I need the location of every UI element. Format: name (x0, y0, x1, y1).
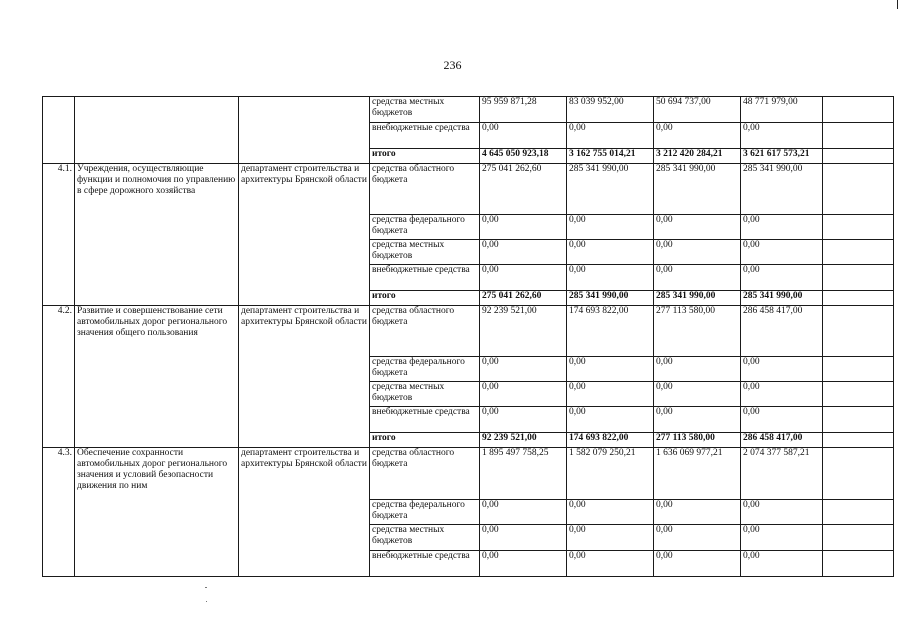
amount-year-1: 4 645 050 923,18 (480, 149, 567, 164)
amount-year-1: 92 239 521,00 (480, 306, 567, 357)
amount-year-3: 277 113 580,00 (654, 306, 741, 357)
item-number: 4.3. (43, 448, 75, 577)
funding-source: внебюджетные средства (370, 123, 480, 149)
scan-speck (206, 601, 207, 602)
amount-year-2: 0,00 (567, 123, 654, 149)
empty-cell (823, 382, 894, 407)
page-number: 236 (443, 58, 462, 72)
empty-cell (823, 306, 894, 357)
funding-source: средства местных бюджетов (370, 382, 480, 407)
amount-year-4: 286 458 417,00 (741, 433, 823, 448)
amount-year-1: 0,00 (480, 500, 567, 525)
empty-cell (823, 407, 894, 433)
amount-year-4: 0,00 (741, 500, 823, 525)
amount-year-4: 0,00 (741, 357, 823, 382)
amount-year-2: 174 693 822,00 (567, 306, 654, 357)
amount-year-4: 3 621 617 573,21 (741, 149, 823, 164)
amount-year-2: 3 162 755 014,21 (567, 149, 654, 164)
measure-name: Развитие и совершенствование сети автомобильных дорог регионального значения общего пользования (75, 306, 239, 448)
amount-year-1: 95 959 871,28 (480, 97, 567, 123)
amount-year-3: 0,00 (654, 525, 741, 551)
funding-source: средства областного бюджета (370, 164, 480, 215)
funding-source: внебюджетные средства (370, 551, 480, 577)
funding-source: итого (370, 149, 480, 164)
amount-year-1: 275 041 262,60 (480, 164, 567, 215)
amount-year-3: 0,00 (654, 123, 741, 149)
measure-name: Учреждения, осуществляющие функции и полномочия по управлению в сфере дорожного хозяйства (75, 164, 239, 306)
amount-year-4: 0,00 (741, 551, 823, 577)
budget-table-body (43, 97, 894, 577)
item-number: 4.1. (43, 164, 75, 306)
funding-source: средства областного бюджета (370, 448, 480, 500)
amount-year-3: 285 341 990,00 (654, 291, 741, 306)
amount-year-4: 0,00 (741, 240, 823, 265)
scan-edge-mark (897, 0, 898, 9)
funding-source: средства федерального бюджета (370, 500, 480, 525)
amount-year-1: 0,00 (480, 265, 567, 291)
funding-source: средства федерального бюджета (370, 357, 480, 382)
empty-cell (823, 164, 894, 215)
amount-year-3: 50 694 737,00 (654, 97, 741, 123)
amount-year-4: 0,00 (741, 407, 823, 433)
amount-year-4: 0,00 (741, 265, 823, 291)
empty-cell (823, 291, 894, 306)
amount-year-3: 3 212 420 284,21 (654, 149, 741, 164)
empty-cell (823, 433, 894, 448)
item-number: 4.2. (43, 306, 75, 448)
amount-year-4: 0,00 (741, 215, 823, 240)
amount-year-3: 1 636 069 977,21 (654, 448, 741, 500)
amount-year-2: 285 341 990,00 (567, 291, 654, 306)
amount-year-1: 0,00 (480, 123, 567, 149)
amount-year-1: 0,00 (480, 551, 567, 577)
empty-cell (823, 357, 894, 382)
funding-source: средства областного бюджета (370, 306, 480, 357)
amount-year-3: 0,00 (654, 215, 741, 240)
empty-cell (823, 500, 894, 525)
empty-cell (823, 265, 894, 291)
amount-year-3: 0,00 (654, 551, 741, 577)
amount-year-4: 0,00 (741, 382, 823, 407)
empty-cell (823, 525, 894, 551)
funding-source: средства местных бюджетов (370, 240, 480, 265)
amount-year-1: 0,00 (480, 215, 567, 240)
funding-source: средства местных бюджетов (370, 97, 480, 123)
table-row (43, 164, 894, 215)
amount-year-4: 285 341 990,00 (741, 291, 823, 306)
amount-year-1: 0,00 (480, 357, 567, 382)
amount-year-1: 0,00 (480, 525, 567, 551)
measure-name: Обеспечение сохранности автомобильных дорог регионального значения и условий безопасности движения по ним (75, 448, 239, 577)
amount-year-1: 92 239 521,00 (480, 433, 567, 448)
amount-year-1: 0,00 (480, 240, 567, 265)
empty-cell (823, 551, 894, 577)
amount-year-4: 0,00 (741, 123, 823, 149)
amount-year-1: 1 895 497 758,25 (480, 448, 567, 500)
responsible-executor (239, 97, 370, 164)
amount-year-2: 0,00 (567, 382, 654, 407)
scan-speck (205, 587, 207, 588)
measure-name (75, 97, 239, 164)
table-row (43, 306, 894, 357)
amount-year-1: 275 041 262,60 (480, 291, 567, 306)
amount-year-2: 174 693 822,00 (567, 433, 654, 448)
empty-cell (823, 215, 894, 240)
responsible-executor: департамент строительства и архитектуры Брянской области (239, 306, 370, 448)
amount-year-2: 1 582 079 250,21 (567, 448, 654, 500)
table-row (43, 448, 894, 500)
amount-year-2: 0,00 (567, 500, 654, 525)
funding-source: средства местных бюджетов (370, 525, 480, 551)
empty-cell (823, 448, 894, 500)
amount-year-4: 48 771 979,00 (741, 97, 823, 123)
item-number (43, 97, 75, 164)
amount-year-3: 0,00 (654, 382, 741, 407)
amount-year-4: 285 341 990,00 (741, 164, 823, 215)
funding-source: средства федерального бюджета (370, 215, 480, 240)
empty-cell (823, 240, 894, 265)
funding-source: внебюджетные средства (370, 265, 480, 291)
responsible-executor: департамент строительства и архитектуры Брянской области (239, 448, 370, 577)
amount-year-4: 0,00 (741, 525, 823, 551)
amount-year-4: 2 074 377 587,21 (741, 448, 823, 500)
funding-source: итого (370, 433, 480, 448)
amount-year-1: 0,00 (480, 407, 567, 433)
amount-year-2: 0,00 (567, 240, 654, 265)
amount-year-2: 0,00 (567, 357, 654, 382)
amount-year-3: 0,00 (654, 500, 741, 525)
amount-year-2: 0,00 (567, 551, 654, 577)
amount-year-3: 0,00 (654, 265, 741, 291)
empty-cell (823, 123, 894, 149)
responsible-executor: департамент строительства и архитектуры Брянской области (239, 164, 370, 306)
amount-year-2: 0,00 (567, 215, 654, 240)
amount-year-2: 285 341 990,00 (567, 164, 654, 215)
budget-table (42, 96, 894, 577)
funding-source: внебюджетные средства (370, 407, 480, 433)
amount-year-1: 0,00 (480, 382, 567, 407)
amount-year-3: 0,00 (654, 407, 741, 433)
amount-year-4: 286 458 417,00 (741, 306, 823, 357)
amount-year-3: 0,00 (654, 357, 741, 382)
amount-year-2: 0,00 (567, 265, 654, 291)
funding-source: итого (370, 291, 480, 306)
table-row (43, 97, 894, 123)
amount-year-2: 83 039 952,00 (567, 97, 654, 123)
amount-year-3: 277 113 580,00 (654, 433, 741, 448)
amount-year-2: 0,00 (567, 525, 654, 551)
empty-cell (823, 97, 894, 123)
amount-year-3: 0,00 (654, 240, 741, 265)
empty-cell (823, 149, 894, 164)
amount-year-3: 285 341 990,00 (654, 164, 741, 215)
amount-year-2: 0,00 (567, 407, 654, 433)
